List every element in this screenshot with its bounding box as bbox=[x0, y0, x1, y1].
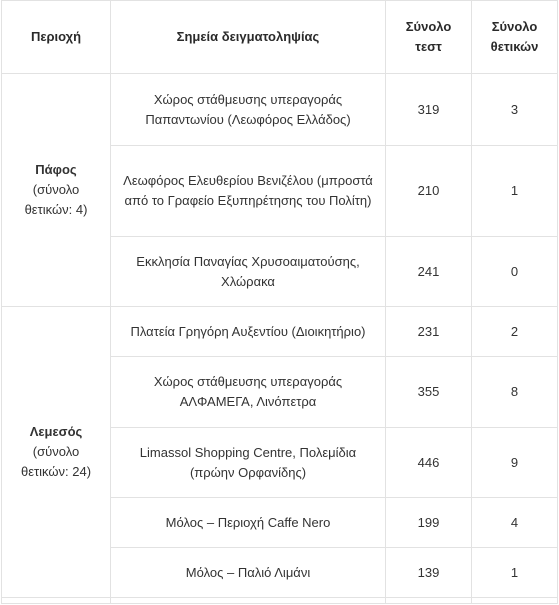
sampling-point-cell: Πλατεία Γρηγόρη Αυξεντίου (Διοικητήριο) bbox=[111, 307, 386, 357]
sampling-point-cell: Μόλος – Περιοχή Caffe Nero bbox=[111, 498, 386, 548]
region-cell-limassol bbox=[2, 307, 111, 598]
total-tests-cell: 319 bbox=[386, 74, 472, 146]
region-positives-summary: (σύνολο θετικών: 24) bbox=[20, 444, 92, 479]
total-tests-cell: 355 bbox=[386, 357, 472, 428]
sampling-point-cell: Εκκλησία Παναγίας Χρυσοαιματούσης, Χλώρακα bbox=[111, 237, 386, 307]
total-tests-cell: 210 bbox=[386, 146, 472, 237]
sampling-results-table bbox=[1, 0, 558, 604]
sampling-point-cell: Μόλος – Παλιό Λιμάνι bbox=[111, 548, 386, 598]
total-tests-cell: 241 bbox=[386, 237, 472, 307]
sampling-point-cell: Χώρος στάθμευσης υπεραγοράς Παπαντωνίου (Λεωφόρος Ελλάδος) bbox=[111, 74, 386, 146]
total-positives-cell: 2 bbox=[472, 307, 558, 357]
total-positives-cell: 1 bbox=[472, 146, 558, 237]
header-sampling-points: Σημεία δειγματοληψίας bbox=[111, 1, 386, 74]
table-row bbox=[2, 74, 558, 146]
region-name: Λεμεσός bbox=[29, 424, 83, 439]
total-tests-cell: 446 bbox=[386, 428, 472, 498]
header-row bbox=[2, 1, 558, 74]
total-positives-cell: 9 bbox=[472, 428, 558, 498]
region-positives-summary: (σύνολο θετικών: 4) bbox=[24, 182, 88, 217]
region-cell-pafos bbox=[2, 74, 111, 307]
total-positives-cell: 0 bbox=[472, 237, 558, 307]
total-positives-cell: 4 bbox=[472, 498, 558, 548]
sampling-point-cell: Χώρος στάθμευσης υπεραγοράς ΑΛΦΑΜΕΓΑ, Λινόπετρα bbox=[111, 357, 386, 428]
total-positives-cell: 3 bbox=[472, 74, 558, 146]
sampling-point-cell: Limassol Shopping Centre, Πολεμίδια (πρώην Ορφανίδης) bbox=[111, 428, 386, 498]
region-name: Πάφος bbox=[35, 162, 77, 177]
header-region: Περιοχή bbox=[2, 1, 111, 74]
total-tests-cell: 199 bbox=[386, 498, 472, 548]
table-row bbox=[2, 307, 558, 357]
total-positives-cell: 1 bbox=[472, 548, 558, 598]
table-row-cut-off bbox=[2, 598, 558, 604]
header-total-tests: Σύνολο τεστ bbox=[386, 1, 472, 74]
total-tests-cell: 139 bbox=[386, 548, 472, 598]
header-total-positives: Σύνολο θετικών bbox=[472, 1, 558, 74]
total-positives-cell: 8 bbox=[472, 357, 558, 428]
sampling-point-cell: Λεωφόρος Ελευθερίου Βενιζέλου (μπροστά από το Γραφείο Εξυπηρέτησης του Πολίτη) bbox=[111, 146, 386, 237]
total-tests-cell: 231 bbox=[386, 307, 472, 357]
